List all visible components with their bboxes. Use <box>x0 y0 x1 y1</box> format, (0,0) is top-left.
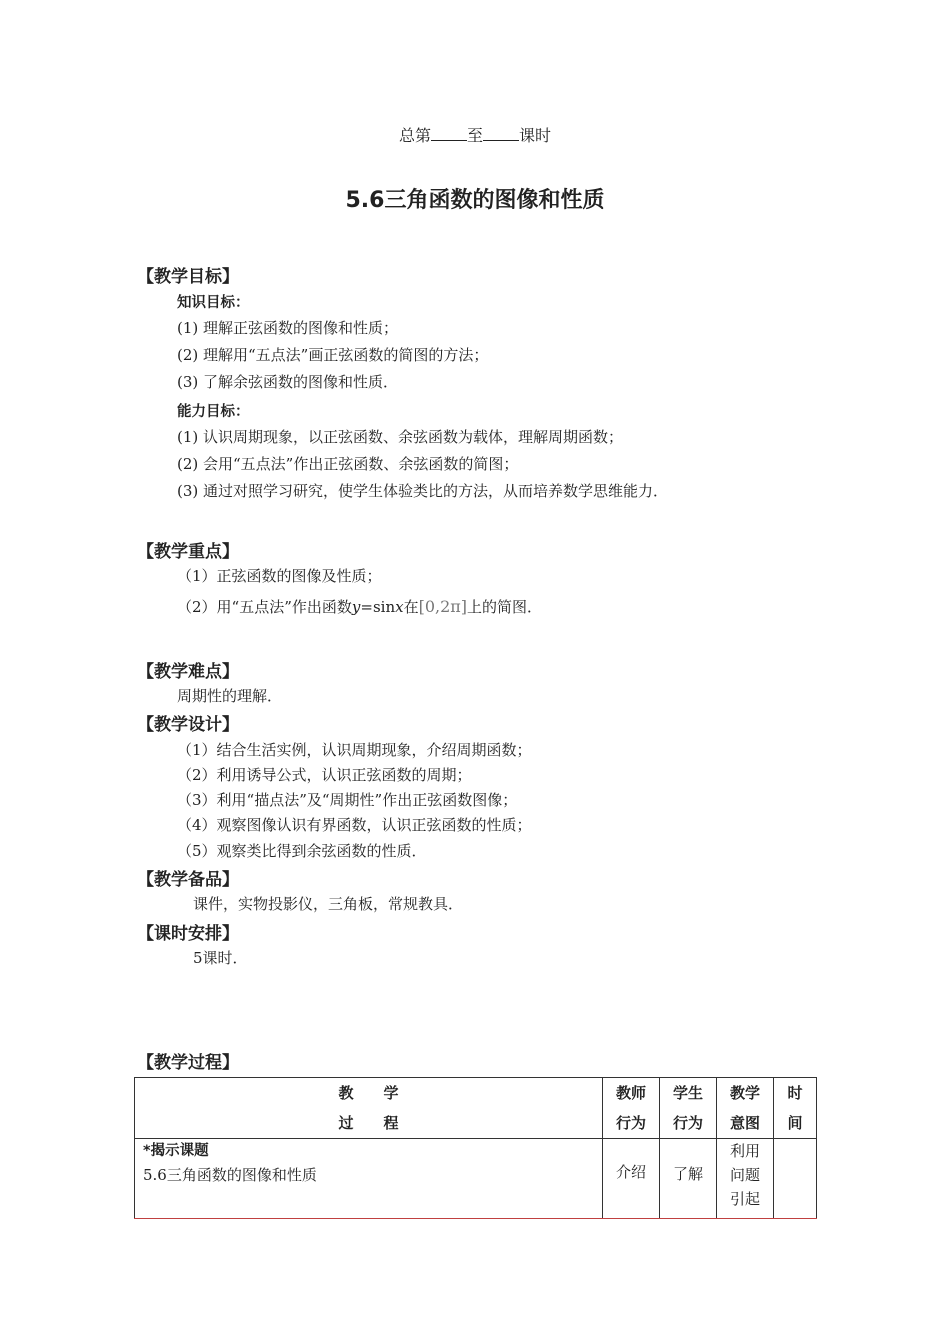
header-part2: 至 <box>466 126 483 145</box>
header-part3: 课时 <box>519 126 552 145</box>
blank-end[interactable] <box>483 126 519 141</box>
difficulty-text: 周期性的理解． <box>177 687 283 705</box>
col-teacher-line2: 行为 <box>615 1114 646 1132</box>
key-point-2 <box>177 596 542 617</box>
col-teacher-header <box>603 1078 660 1139</box>
schedule-text: 5课时． <box>193 949 248 967</box>
col-process-line2: 过 程 <box>338 1114 399 1132</box>
design-item-5: （5）观察类比得到余弦函数的性质． <box>177 842 427 860</box>
design-item-4: （4）观察图像认识有界函数，认识正弦函数的性质； <box>177 816 532 834</box>
process-heading: 【教学过程】 <box>137 1053 239 1073</box>
page-title: 5.6三角函数的图像和性质 <box>345 188 605 213</box>
blank-start[interactable] <box>431 126 467 141</box>
var-y: y <box>351 598 361 616</box>
knowledge-goals-title: 知识目标： <box>177 295 250 311</box>
row1-intent-cell <box>717 1139 774 1219</box>
row1-intent-line2: 问题 <box>729 1166 760 1184</box>
design-item-2: （2）利用诱导公式，认识正弦函数的周期； <box>177 766 472 784</box>
col-time-line2: 间 <box>787 1114 803 1132</box>
col-process-line1: 教 学 <box>338 1084 399 1102</box>
equipment-text: 课件，实物投影仪，三角板，常规教具． <box>193 895 464 913</box>
row1-process-cell <box>135 1139 603 1219</box>
row1-time-cell <box>774 1139 817 1219</box>
key-point-1: （1）正弦函数的图像及性质； <box>177 567 382 585</box>
row1-student-cell: 了解 <box>660 1139 717 1219</box>
header-part1: 总第 <box>398 126 431 145</box>
design-heading: 【教学设计】 <box>137 715 239 735</box>
design-item-3: （3）利用“描点法”及“周期性”作出正弦函数图像； <box>177 791 518 809</box>
row1-intent-line3: 引起 <box>729 1190 760 1208</box>
sin-eq: =sin <box>360 598 396 616</box>
col-student-line1: 学生 <box>672 1084 703 1102</box>
key-point-2-pre: （2）用“五点法”作出函数 <box>177 598 352 616</box>
col-time-line1: 时 <box>787 1084 803 1102</box>
schedule-heading: 【课时安排】 <box>137 924 239 944</box>
goals-heading: 【教学目标】 <box>137 267 239 287</box>
knowledge-goal-3: (3) 了解余弦函数的图像和性质． <box>177 373 399 391</box>
process-table <box>134 1077 817 1219</box>
lesson-count-header <box>0 123 950 146</box>
col-intent-header <box>717 1078 774 1139</box>
var-x: x <box>395 598 404 616</box>
row1-content: 5.6三角函数的图像和性质 <box>143 1166 317 1184</box>
key-point-2-post: 上的简图． <box>467 598 543 616</box>
col-teacher-line1: 教师 <box>615 1084 646 1102</box>
equipment-heading: 【教学备品】 <box>137 870 239 890</box>
ability-goal-1: (1) 认识周期现象，以正弦函数、余弦函数为载体，理解周期函数； <box>177 428 624 446</box>
col-student-header <box>660 1078 717 1139</box>
col-time-header <box>774 1078 817 1139</box>
ability-goals-title: 能力目标： <box>177 404 250 420</box>
table-row <box>135 1139 817 1219</box>
difficulty-heading: 【教学难点】 <box>137 662 239 682</box>
row1-intent-line1: 利用 <box>729 1142 760 1160</box>
key-point-2-mid: 在 <box>403 598 419 616</box>
col-intent-line1: 教学 <box>729 1084 760 1102</box>
col-student-line2: 行为 <box>672 1114 703 1132</box>
ability-goal-3: (3) 通过对照学习研究，使学生体验类比的方法，从而培养数学思维能力． <box>177 482 669 500</box>
row1-label: *揭示课题 <box>143 1143 209 1159</box>
ability-goal-2: (2) 会用“五点法”作出正弦函数、余弦函数的简图； <box>177 455 519 473</box>
interval-formula: [0,2π] <box>418 597 468 616</box>
table-header-row <box>135 1078 817 1139</box>
key-points-heading: 【教学重点】 <box>137 542 239 562</box>
col-intent-line2: 意图 <box>729 1114 760 1132</box>
knowledge-goal-2: (2) 理解用“五点法”画正弦函数的简图的方法； <box>177 346 489 364</box>
row1-teacher-cell: 介绍 <box>603 1139 660 1219</box>
col-process-header <box>135 1078 603 1139</box>
design-item-1: （1）结合生活实例，认识周期现象，介绍周期函数； <box>177 741 532 759</box>
knowledge-goal-1: (1) 理解正弦函数的图像和性质； <box>177 319 399 337</box>
